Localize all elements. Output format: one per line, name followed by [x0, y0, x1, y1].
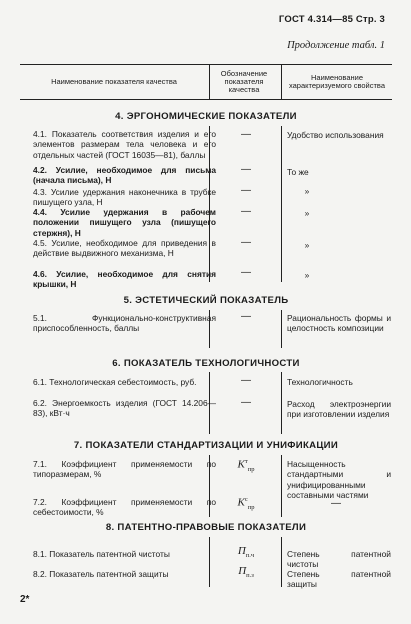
column-divider	[281, 537, 282, 587]
section-title: 8. ПАТЕНТНО-ПРАВОВЫЕ ПОКАЗАТЕЛИ	[105, 522, 307, 533]
row-name: 4.2. Усилие, необходимое для письма (начала письма), Н	[33, 165, 216, 186]
row-property: Степень патентной чистоты	[287, 549, 391, 570]
symbol-sup: т	[244, 458, 248, 465]
row-property: Рациональность формы и целостность композиции	[287, 313, 391, 334]
row-property: —	[331, 498, 341, 509]
section-title: 5. ЭСТЕТИЧЕСКИЙ ПОКАЗАТЕЛЬ	[123, 295, 289, 306]
column-divider	[209, 64, 210, 99]
symbol-main: П	[238, 565, 247, 577]
page-number: 2*	[20, 594, 30, 605]
column-divider	[281, 64, 282, 99]
row-symbol: —	[241, 237, 251, 248]
row-property: »	[304, 208, 310, 218]
row-name: 8.2. Показатель патентной защиты	[33, 569, 169, 579]
row-property: Технологичность	[287, 377, 353, 387]
column-header-property: Наименование характеризуемого свойства	[288, 73, 386, 90]
row-symbol	[228, 566, 264, 582]
row-name: 4.6. Усилие, необходимое для снятия крышки, Н	[33, 269, 216, 290]
symbol-main: П	[237, 545, 246, 557]
row-symbol	[228, 457, 264, 475]
row-property: То же	[287, 167, 309, 177]
row-symbol: —	[241, 311, 251, 322]
symbol-sup: с	[244, 496, 248, 503]
symbol-sub: пр	[247, 465, 255, 473]
row-property: Удобство использования	[287, 130, 384, 140]
column-divider	[281, 372, 282, 434]
section-title: 7. ПОКАЗАТЕЛИ СТАНДАРТИЗАЦИИ И УНИФИКАЦИИ	[73, 440, 339, 451]
row-symbol	[228, 546, 264, 562]
row-property: »	[304, 186, 310, 196]
column-header-name: Наименование показателя качества	[51, 77, 177, 86]
row-symbol	[228, 495, 264, 513]
row-property: Насыщенность стандартными и унифицированными составными частями	[287, 459, 391, 501]
row-symbol: —	[241, 267, 251, 278]
row-name: 4.4. Усилие удержания в рабочем положении пишущего узла (пишущего стержня), Н	[33, 207, 216, 238]
table-continuation-label: Продолжение табл. 1	[287, 40, 385, 51]
symbol-sub: п.ч	[245, 552, 255, 560]
symbol-main: K	[237, 458, 245, 471]
row-name: 6.2. Энергоемкость изделия (ГОСТ 14.206—83), кВт·ч	[33, 398, 216, 419]
column-divider	[281, 455, 282, 517]
page-header: ГОСТ 4.314—85 Стр. 3	[278, 14, 385, 25]
row-name: 7.1. Коэффициент применяемости по типоразмерам, %	[33, 459, 216, 480]
section-title: 4. ЭРГОНОМИЧЕСКИЕ ПОКАЗАТЕЛИ	[115, 111, 297, 122]
section-title: 6. ПОКАЗАТЕЛЬ ТЕХНОЛОГИЧНОСТИ	[112, 358, 300, 369]
row-name: 4.5. Усилие, необходимое для приведения в действие выдвижного механизма, Н	[33, 238, 216, 259]
column-divider	[281, 310, 282, 348]
row-name: 4.1. Показатель соответствия изделия и его элементов размерам тела человека и его отдельных частей (ГОСТ 16035—81), баллы	[33, 129, 216, 160]
row-symbol: —	[241, 397, 251, 408]
row-name: 8.1. Показатель патентной чистоты	[33, 549, 170, 559]
row-symbol: —	[241, 164, 251, 175]
column-header-symbol: Обозначение показателя качества	[220, 69, 268, 94]
row-symbol: —	[241, 185, 251, 196]
row-property: »	[304, 270, 310, 280]
symbol-sub: пр	[247, 503, 255, 511]
row-symbol: —	[241, 375, 251, 386]
column-divider	[209, 537, 210, 587]
row-symbol: —	[241, 206, 251, 217]
row-name: 5.1. Функционально-конструктивная приспособленность, баллы	[33, 313, 216, 334]
row-symbol: —	[241, 129, 251, 140]
row-name: 7.2. Коэффициент применяемости по себестоимости, %	[33, 497, 216, 518]
row-name: 4.3. Усилие удержания наконечника в трубке пишущего узла, Н	[33, 187, 216, 208]
symbol-sub: п.з	[246, 572, 254, 580]
row-property: »	[304, 240, 310, 250]
symbol-main: K	[237, 496, 245, 509]
column-divider	[281, 126, 282, 282]
row-property: Степень патентной защиты	[287, 569, 391, 590]
row-name: 6.1. Технологическая себестоимость, руб.	[33, 377, 197, 387]
table-top-rule	[20, 64, 392, 65]
table-header-rule	[20, 99, 392, 100]
row-property: Расход электроэнергии при изготовлении изделия	[287, 399, 391, 420]
